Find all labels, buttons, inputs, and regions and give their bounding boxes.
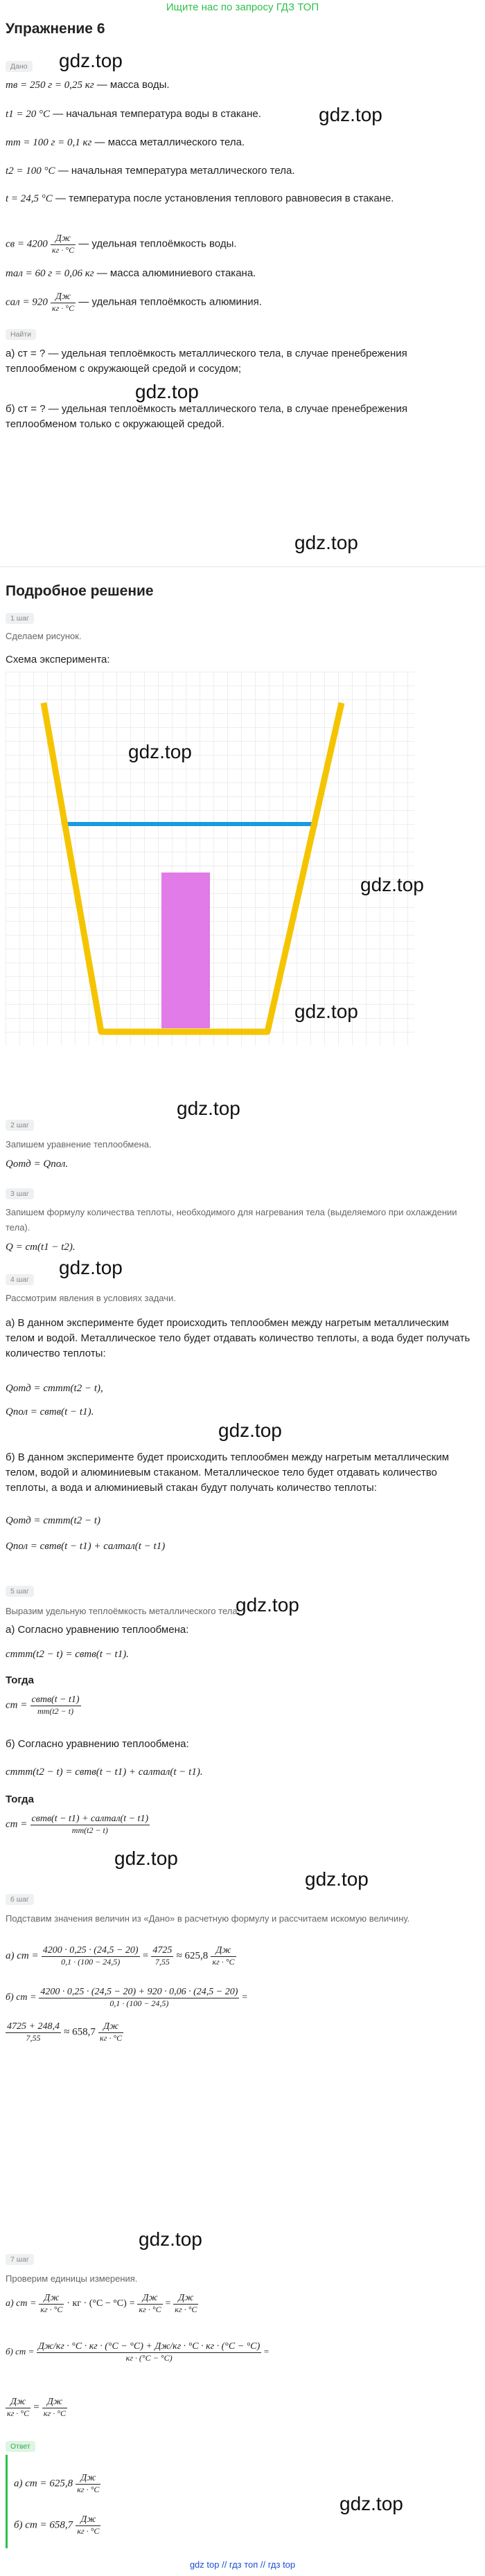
step-intro: Запишем уравнение теплообмена. <box>6 1139 152 1150</box>
answer-a: а) cт = 625,8 $\frac{Дж}{кг \cdot ^\circ C}$ <box>14 2473 100 2494</box>
step-intro: Подставим значения величин из «Дано» в расчетную формулу и рассчитаем искомую величину. <box>6 1913 410 1924</box>
step-intro: Запишем формулу количества теплоты, необходимого для нагревания тела (выделяемого при охлаждении тела). <box>6 1207 457 1233</box>
equation: cт = $\frac{\text{cвmв(t − t1) + cалmал(t − t1)}}{mт(t2 - t)}$ <box>6 1814 149 1835</box>
step-label: 3 шаг <box>6 1188 34 1199</box>
unit-fraction: $\frac{Дж}{кг \cdot ^\circ C}$ <box>7 2397 30 2418</box>
given-item <box>6 233 477 256</box>
watermark: gdz.top <box>294 532 358 553</box>
watermark: gdz.top <box>360 874 424 895</box>
unit-fraction: $\frac{Дж}{кг \cdot ^\circ C}$ <box>51 233 75 255</box>
watermark: gdz.top <box>305 1868 369 1890</box>
equation: $\frac{4725 + 248,4}{7,55}$ ≈ 658,7 $\frac{Дж}{кг \cdot ^\circ C}$ <box>7 2021 123 2043</box>
watermark: gdz.top <box>340 2493 403 2514</box>
given-formula: t2 = 100 °C <box>6 166 55 177</box>
given-item <box>6 191 477 206</box>
unit-fraction: $\frac{Дж}{кг \cdot ^\circ C}$ <box>100 2021 123 2043</box>
equation: Qпол = cвmв(t − t1) + cалmал(t − t1) <box>6 1541 166 1552</box>
equation: Q = cm(t1 − t2). <box>6 1242 76 1253</box>
step-text: Тогда <box>6 1674 34 1686</box>
footer-link[interactable]: gdz top // гдз топ // гдз top <box>189 2559 296 2570</box>
watermark: gdz.top <box>59 1257 123 1278</box>
step-intro: Выразим удельную теплоёмкость металлического тела. <box>6 1606 240 1616</box>
given-item <box>6 78 477 93</box>
equation: Qпол = cвmв(t − t1). <box>6 1406 94 1417</box>
step-label: 6 шаг <box>6 1894 34 1905</box>
watermark: gdz.top <box>128 741 192 762</box>
find-label: Найти <box>6 329 36 340</box>
answer-label: Ответ <box>6 2441 35 2452</box>
equation: Qотд = Qпол. <box>6 1159 69 1170</box>
given-text: — начальная температура воды в стакане. <box>50 108 261 120</box>
given-item <box>6 135 477 150</box>
unit-fraction: $\frac{Дж}{кг \cdot ^\circ C}$ <box>52 292 75 313</box>
watermark: gdz.top <box>319 104 382 125</box>
divider <box>0 566 485 567</box>
watermark: gdz.top <box>135 381 199 402</box>
equation: cтmт(t2 − t) = cвmв(t − t1) + cалmал(t − t1). <box>6 1766 203 1778</box>
given-formula: mт = 100 г = 0,1 кг <box>6 137 92 148</box>
equation: Qотд = cтmт(t2 − t) <box>6 1515 100 1526</box>
experiment-diagram <box>6 672 414 1046</box>
given-formula: cал = 920 <box>6 296 48 308</box>
watermark: gdz.top <box>114 1848 178 1869</box>
given-text: — начальная температура металлического тела. <box>55 165 295 177</box>
unit-fraction: $\frac{Дж}{кг \cdot ^\circ C}$ <box>40 2293 63 2314</box>
solution-title: Подробное решение <box>6 583 154 599</box>
given-item <box>6 107 477 122</box>
step-text: Тогда <box>6 1794 34 1805</box>
fraction: $\frac{\text{cвmв(t − t1) + cалmал(t − t1)}}{mт(t2 - t)}$ <box>31 1814 149 1835</box>
given-text: — масса металлического тела. <box>91 136 245 148</box>
equation: а) cт = $\frac{Дж}{кг \cdot ^\circ C}$ · кг · (°C − °C) = $\frac{Дж}{кг \cdot ^\circ C}$ = $\frac{Дж}{кг \cdot ^\circ C}$ <box>6 2293 197 2314</box>
given-label: Дано <box>6 61 33 72</box>
given-formula: t = 24,5 °C <box>6 193 53 204</box>
equation: cтmт(t2 − t) = cвmв(t − t1). <box>6 1649 129 1660</box>
equation: б) cт = $\frac{Дж/кг \cdot ^\circ C \cdot кг \cdot (^\circ C - ^\circ C) + Дж/кг \cdot ^\circ C \cdot кг \cdot (^\circ C - ^\circ C)}{кг \cdot (^\circ C - ^\circ C)}$ = <box>6 2341 270 2363</box>
find-item-b: б) cт = ? — удельная теплоёмкость металлического тела, в случае пренебрежения теплообменом только с окружающей средой. <box>6 403 408 430</box>
unit-fraction: $\frac{Дж}{кг \cdot ^\circ C}$ <box>77 2473 100 2494</box>
unit-fraction: $\frac{Дж}{кг \cdot ^\circ C}$ <box>77 2514 100 2536</box>
fraction: $\frac{\text{cвmв(t − t1)}}{mт(t2 - t)}$ <box>31 1694 80 1716</box>
fraction: $\frac{4200 \cdot 0,25 \cdot (24,5 - 20)}{0,1 \cdot (100 - 24,5)}$ <box>42 1945 139 1967</box>
given-formula: mал = 60 г = 0,06 кг <box>6 268 94 279</box>
given-text: — удельная теплоёмкость алюминия. <box>76 296 262 308</box>
equation: Qотд = cтmт(t2 − t), <box>6 1383 103 1394</box>
fraction: $\frac{4725}{7,55}$ <box>152 1945 173 1967</box>
answer-b: б) cт = 658,7 $\frac{Дж}{кг \cdot ^\circ C}$ <box>14 2514 100 2536</box>
given-text: — масса воды. <box>94 79 170 91</box>
metal-body <box>161 873 210 1028</box>
step-intro: Сделаем рисунок. <box>6 631 82 641</box>
step-text: б) В данном эксперименте будет происходить теплообмен между нагретым металлическим телом, водой и алюминиевым стаканом. Металлическое тело будет отдавать количество теплоты, а вода и алюминиевый стакан будут получать количество теплоты: <box>6 1451 450 1494</box>
watermark: gdz.top <box>59 50 123 71</box>
fraction: $\frac{4200 \cdot 0,25 \cdot (24,5 - 20) + 920 \cdot 0,06 \cdot (24,5 - 20)}{0,1 \cdot (100 - 24,5)}$ <box>40 1987 238 2008</box>
fraction: $\frac{4725 + 248,4}{7,55}$ <box>7 2021 60 2043</box>
given-text: — удельная теплоёмкость воды. <box>76 238 237 250</box>
unit-fraction: $\frac{Дж}{кг \cdot ^\circ C}$ <box>139 2293 161 2314</box>
figure-caption: Схема эксперимента: <box>6 654 110 665</box>
given-formula: mв = 250 г = 0,25 кг <box>6 80 94 91</box>
step-label: 2 шаг <box>6 1120 34 1131</box>
unit-fraction: $\frac{Дж}{кг \cdot ^\circ C}$ <box>175 2293 197 2314</box>
given-text: — температура после установления теплового равновесия в стакане. <box>52 193 394 204</box>
step-intro: Проверим единицы измерения. <box>6 2273 138 2284</box>
given-item <box>6 266 477 281</box>
step-label: 7 шаг <box>6 2254 34 2265</box>
step-text: б) Согласно уравнению теплообмена: <box>6 1738 189 1750</box>
watermark: gdz.top <box>294 1001 358 1022</box>
step-intro: Рассмотрим явления в условиях задачи. <box>6 1293 176 1303</box>
find-item-a: а) cт = ? — удельная теплоёмкость металлического тела, в случае пренебрежения теплообменом с окружающей средой и сосудом; <box>6 348 407 375</box>
watermark: gdz.top <box>139 2228 202 2250</box>
step-label: 1 шаг <box>6 613 34 624</box>
page-title: Упражнение 6 <box>6 21 105 37</box>
step-label: 5 шаг <box>6 1586 34 1597</box>
fraction: $\frac{Дж/кг \cdot ^\circ C \cdot кг \cdot (^\circ C - ^\circ C) + Дж/кг \cdot ^\circ C \cdot кг \cdot (^\circ C - ^\circ C)}{кг \cdot (^\circ C - ^\circ C)}$ <box>37 2341 261 2363</box>
top-banner[interactable]: Ищите нас по запросу ГДЗ ТОП <box>166 1 319 13</box>
given-formula: t1 = 20 °C <box>6 109 51 120</box>
step-label: 4 шаг <box>6 1274 34 1285</box>
equation: cт = $\frac{\text{cвmв(t − t1)}}{mт(t2 - t)}$ <box>6 1694 80 1716</box>
watermark: gdz.top <box>218 1420 282 1441</box>
given-item <box>6 163 477 179</box>
equation: б) cт = $\frac{4200 \cdot 0,25 \cdot (24,5 - 20) + 920 \cdot 0,06 \cdot (24,5 - 20)}{0,1 \cdot (100 - 24,5)}$ = <box>6 1987 248 2008</box>
equation: $\frac{Дж}{кг \cdot ^\circ C}$ = $\frac{Дж}{кг \cdot ^\circ C}$ <box>7 2397 67 2418</box>
equation: а) cт = $\frac{4200 \cdot 0,25 \cdot (24,5 - 20)}{0,1 \cdot (100 - 24,5)}$ = $\frac{4725}{7,55}$ ≈ 625,8 $\frac{Дж}{кг \cdot ^\circ C}$ <box>6 1945 235 1967</box>
watermark: gdz.top <box>177 1098 240 1119</box>
unit-fraction: $\frac{Дж}{кг \cdot ^\circ C}$ <box>212 1945 235 1967</box>
step-text: а) В данном эксперименте будет происходить теплообмен между нагретым металлическим телом и водой. Металлическое тело будет отдавать количество теплоты, а вода будет получать количество теплоты: <box>6 1317 470 1359</box>
given-text: — масса алюминиевого стакана. <box>94 267 256 279</box>
given-formula: cв = 4200 <box>6 238 48 250</box>
given-item <box>6 291 477 314</box>
unit-fraction: $\frac{Дж}{кг \cdot ^\circ C}$ <box>43 2397 67 2418</box>
step-text: а) Согласно уравнению теплообмена: <box>6 1624 189 1636</box>
watermark: gdz.top <box>236 1594 299 1616</box>
